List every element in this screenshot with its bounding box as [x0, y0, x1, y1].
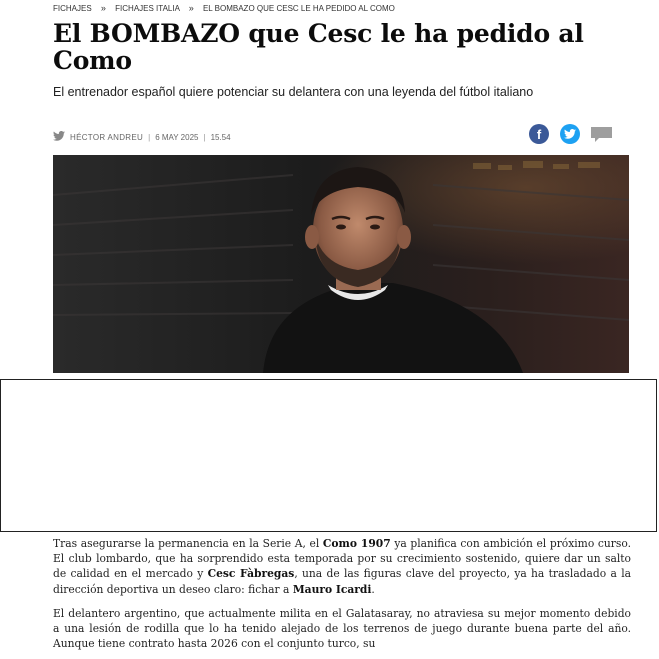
- body-text-run: , una de las figuras clave del proyecto, ya ha trasladado a la dirección deportiva un deseo claro: fichar a: [53, 567, 631, 596]
- twitter-bird-icon: [53, 131, 65, 143]
- club-name: Como 1907: [322, 537, 391, 550]
- article-meta: [53, 131, 231, 143]
- breadcrumb-separator: »: [188, 3, 194, 13]
- meta-divider: |: [203, 132, 206, 142]
- cesc-fabregas-photo: [53, 155, 629, 373]
- share-bar: [529, 124, 612, 144]
- publish-date: 6 MAY 2025: [155, 132, 199, 142]
- ad-slot: [0, 379, 657, 532]
- body-paragraph: [53, 536, 631, 597]
- breadcrumb: [53, 3, 395, 13]
- body-text-run: .: [371, 582, 375, 596]
- article-hero-image: [53, 155, 629, 373]
- article-headline: El BOMBAZO que Cesc le ha pedido al Como: [53, 19, 584, 75]
- breadcrumb-item-fichajes-italia[interactable]: FICHAJES ITALIA: [115, 4, 180, 13]
- body-text-run: ya planifica con ambición el próximo curso. El club lombardo, que ha sorprendido esta temporada por su crecimiento sostenido, quiere dar un salto de calidad en el mercado y: [53, 537, 631, 581]
- author-name[interactable]: HÉCTOR ANDREU: [70, 132, 144, 142]
- coach-name: Cesc Fàbregas: [207, 567, 295, 581]
- article-body: [53, 536, 631, 659]
- article-subtitle: El entrenador español quiere potenciar su delantera con una leyenda del fútbol italiano: [53, 85, 534, 99]
- player-name: Mauro Icardi: [292, 582, 372, 596]
- breadcrumb-item-fichajes[interactable]: FICHAJES: [53, 4, 92, 13]
- breadcrumb-separator: »: [100, 3, 106, 13]
- comments-icon[interactable]: [591, 126, 612, 142]
- body-text-run: Tras asegurarse la permanencia en la Serie A, el: [53, 537, 323, 550]
- publish-time: 15.54: [210, 132, 231, 142]
- breadcrumb-item-current[interactable]: EL BOMBAZO QUE CESC LE HA PEDIDO AL COMO: [202, 4, 395, 13]
- body-paragraph: El delantero argentino, que actualmente milita en el Galatasaray, no atraviesa su mejor momento debido a una lesión de rodilla que lo ha tenido alejado de los terrenos de juego durante buena parte del año. Aunque tiene contrato hasta 2026 con el conjunto turco, su: [53, 606, 631, 651]
- twitter-icon[interactable]: [560, 124, 580, 144]
- meta-divider: |: [148, 132, 151, 142]
- facebook-icon[interactable]: f: [529, 124, 549, 144]
